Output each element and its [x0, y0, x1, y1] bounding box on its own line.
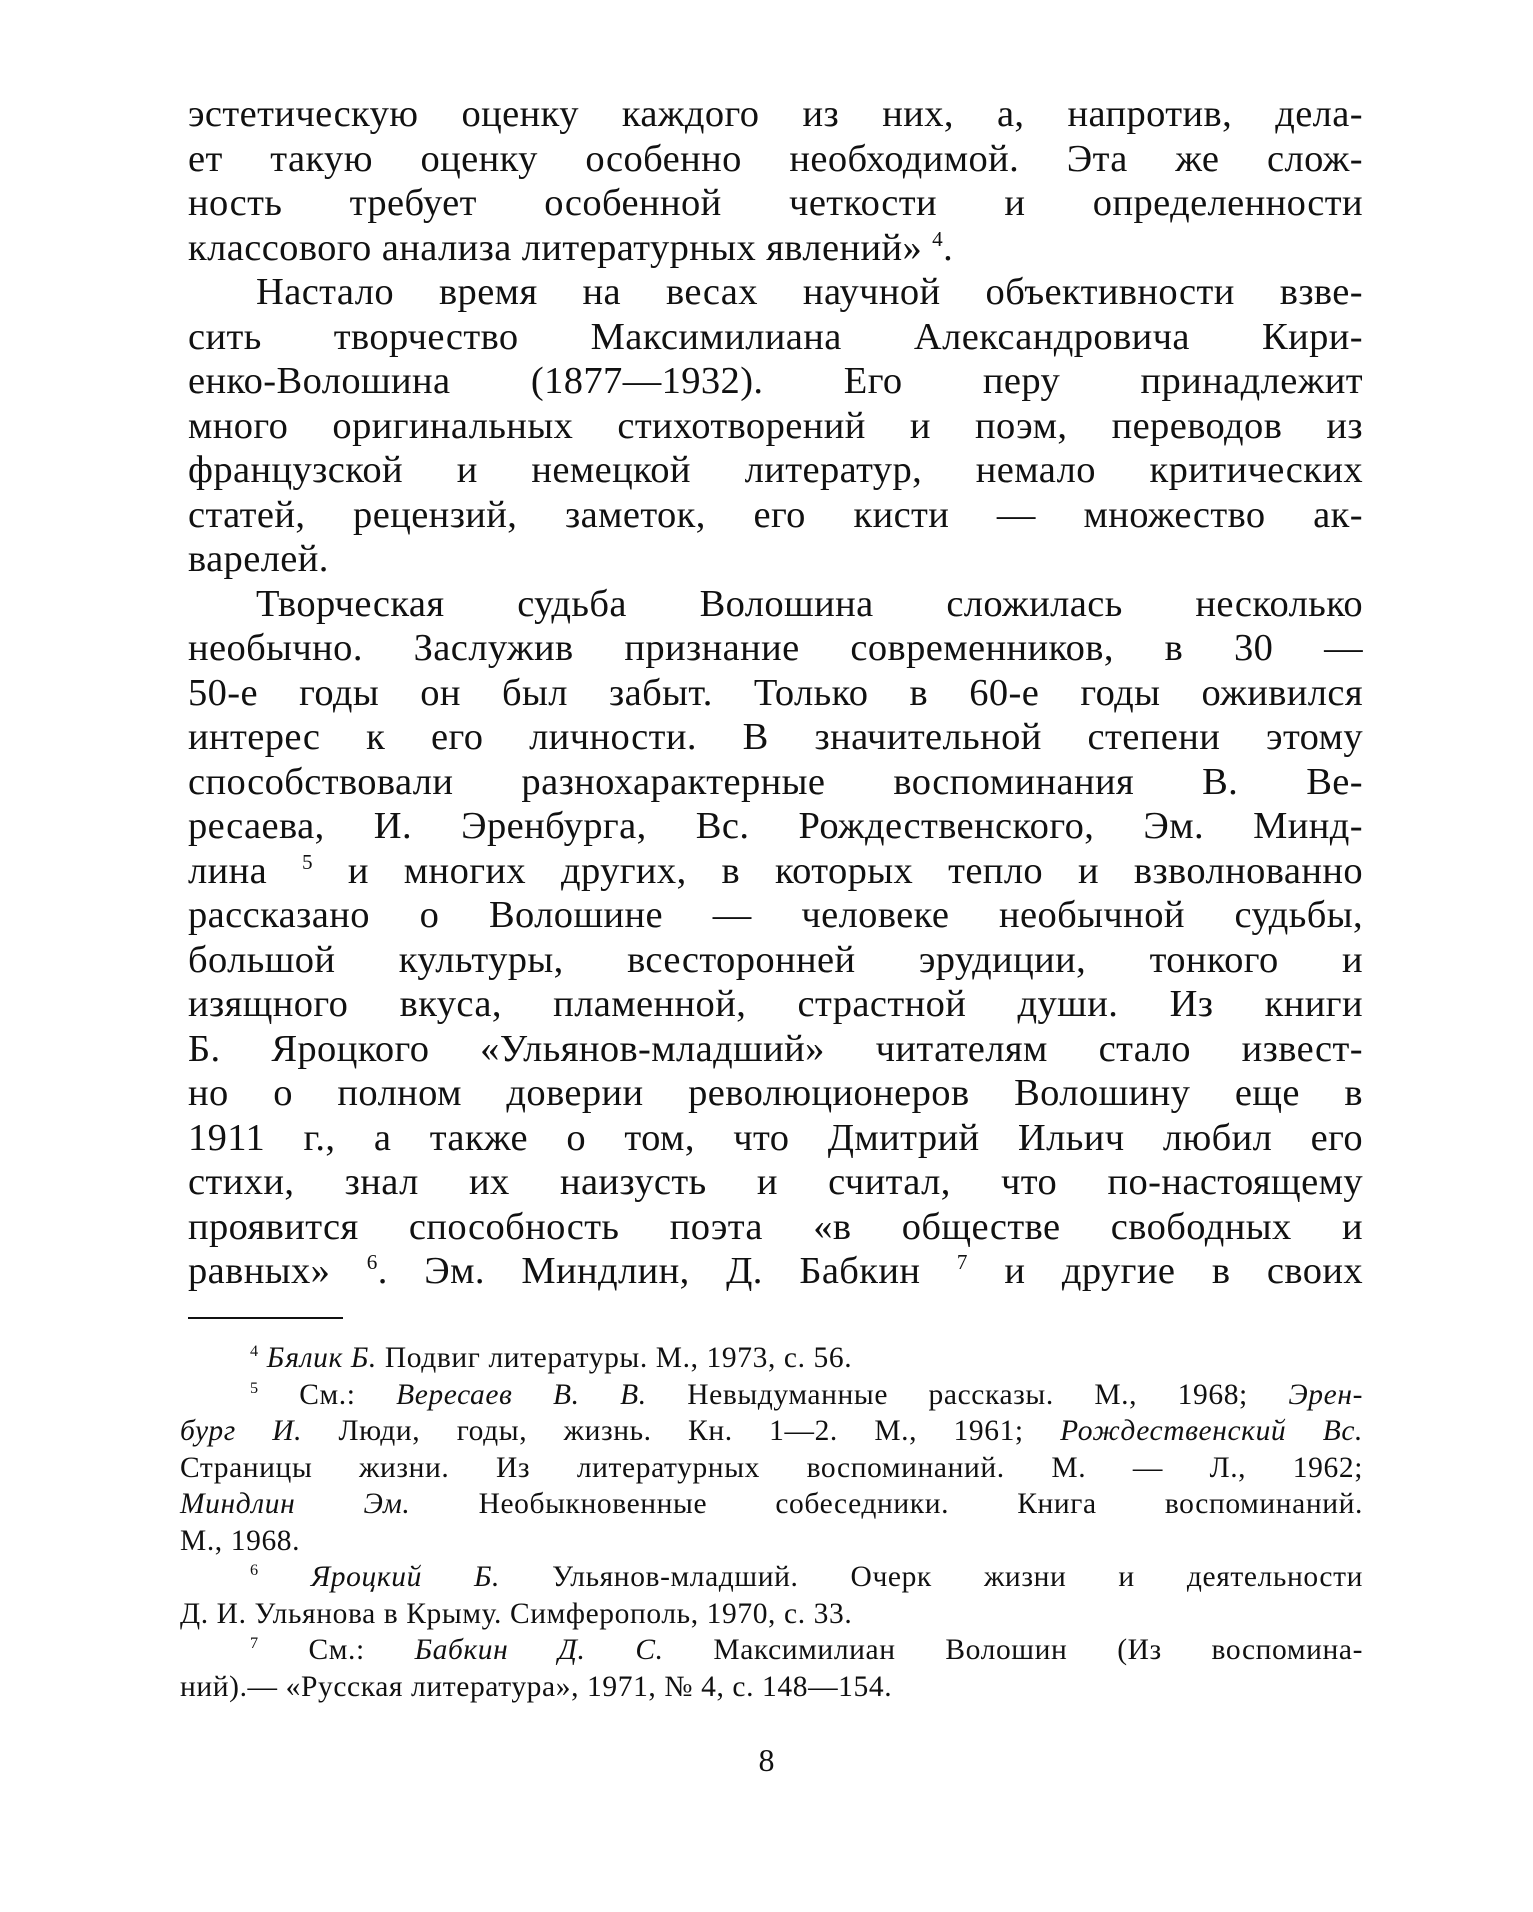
footnote-text: Необыкновенные собеседники. Книга воспоминаний. [410, 1488, 1363, 1520]
footnote-author: Яроцкий Б. [310, 1561, 501, 1593]
footnote-line [180, 1413, 1363, 1450]
text-segment: . [943, 226, 954, 269]
text-line: рассказано о Волошине — человеке необычной судьбы, [188, 894, 1363, 936]
footnote-ref: 6 [366, 1250, 378, 1275]
footnote-text: См.: [258, 1378, 397, 1411]
footnote-author: Вересаев В. В. [396, 1378, 647, 1411]
footnotes [180, 1340, 1363, 1705]
footnote-text: См.: [258, 1634, 415, 1666]
text-line: много оригинальных стихотворений и поэм, переводов из [188, 404, 1363, 447]
footnote-text: Ульянов-младший. Очерк жизни и деятельности [500, 1561, 1363, 1593]
paragraph-3 [188, 582, 1363, 1294]
footnote-5 [180, 1377, 1363, 1560]
text-line: ность требует особенной четкости и определенности [188, 182, 1363, 224]
main-text [188, 92, 1363, 1294]
text-line: стихи, знал их наизусть и считал, что по-настоящему [188, 1161, 1363, 1203]
footnote-author: бург И. [180, 1415, 303, 1447]
footnote-line [180, 1377, 1363, 1414]
text-segment: лина [188, 849, 268, 892]
text-line: французской и немецкой литератур, немало критических [188, 449, 1363, 491]
text-line: енко-Волошина (1877—1932). Его перу принадлежит [188, 360, 1363, 402]
text-line: необычно. Заслужив признание современников, в 30 — [188, 627, 1363, 669]
text-line: сить творчество Максимилиана Александровича Кири- [188, 315, 1363, 358]
footnote-author: Эрен- [1288, 1378, 1364, 1411]
footnote-number: 4 [250, 1342, 259, 1361]
footnote-6 [180, 1559, 1363, 1632]
text-line: статей, рецензий, заметок, его кисти — множество ак- [188, 493, 1363, 536]
footnote-number: 6 [250, 1561, 259, 1580]
footnote-separator [188, 1317, 343, 1319]
text-segment: и многих других, в которых тепло и взволнованно [313, 849, 1364, 892]
page-number: 8 [758, 1742, 775, 1778]
footnote-ref: 4 [932, 226, 944, 251]
text-line [188, 226, 1363, 271]
text-line: 50-е годы он был забыт. Только в 60-е годы оживился [188, 671, 1363, 714]
footnote-line: Д. И. Ульянова в Крыму. Симферополь, 1970, с. 33. [180, 1597, 853, 1630]
text-line: ресаева, И. Эренбурга, Вс. Рождественского, Эм. Минд- [188, 805, 1363, 847]
footnote-number: 5 [250, 1378, 259, 1397]
text-line: интерес к его личности. В значительной степени этому [188, 716, 1363, 758]
paragraph-2 [188, 270, 1363, 582]
footnote-author: Рождественский Вс. [1060, 1415, 1363, 1447]
text-line: способствовали разнохарактерные воспоминания В. Ве- [188, 760, 1363, 803]
footnote-4 [180, 1340, 1363, 1377]
footnote-7 [180, 1632, 1363, 1705]
footnote-author: Миндлин Эм. [180, 1488, 411, 1520]
text-segment: классового анализа литературных явлений» [188, 226, 923, 269]
footnote-author: Бабкин Д. С. [414, 1634, 664, 1666]
footnote-ref: 7 [956, 1250, 968, 1275]
text-line: проявится способность поэта «в обществе свободных и [188, 1205, 1363, 1248]
text-line [188, 1249, 1363, 1294]
text-line: большой культуры, всесторонней эрудиции, тонкого и [188, 938, 1363, 981]
footnote-line: Страницы жизни. Из литературных воспоминаний. М. — Л., 1962; [180, 1451, 1363, 1484]
text-segment: равных» [188, 1250, 331, 1292]
text-line: Творческая судьба Волошина сложилась несколько [256, 582, 1363, 625]
text-line: но о полном доверии революционеров Волошину еще в [188, 1072, 1363, 1114]
footnote-line [180, 1340, 1363, 1377]
footnote-text: Невыдуманные рассказы. М., 1968; [646, 1378, 1289, 1411]
footnote-text: Подвиг литературы. М., 1973, с. 56. [376, 1342, 853, 1374]
text-line: изящного вкуса, пламенной, страстной души. Из книги [188, 983, 1363, 1025]
footnote-line: ний).— «Русская литература», 1971, № 4, с. 148—154. [180, 1670, 893, 1703]
text-segment: . Эм. Миндлин, Д. Бабкин [377, 1250, 921, 1292]
text-line: Настало время на весах научной объективности взве- [256, 271, 1363, 313]
text-line: эстетическую оценку каждого из них, а, напротив, дела- [188, 93, 1363, 135]
text-line: варелей. [188, 538, 329, 580]
footnote-number: 7 [250, 1634, 259, 1653]
footnote-line [180, 1486, 1363, 1523]
text-line [188, 849, 1363, 894]
text-line: Б. Яроцкого «Ульянов-младший» читателям стало извест- [188, 1027, 1363, 1070]
footnote-line: М., 1968. [180, 1524, 301, 1557]
footnote-author: Бялик Б. [266, 1342, 377, 1374]
text-segment: и другие в своих [967, 1250, 1364, 1292]
text-line: 1911 г., а также о том, что Дмитрий Ильич любил его [188, 1116, 1363, 1159]
footnote-ref: 5 [302, 849, 313, 874]
footnote-text: Максимилиан Волошин (Из воспомина- [663, 1634, 1364, 1666]
footnote-text: Люди, годы, жизнь. Кн. 1—2. М., 1961; [302, 1415, 1061, 1447]
footnote-line [180, 1559, 1363, 1596]
paragraph-1 [188, 92, 1363, 270]
text-line: ет такую оценку особенно необходимой. Эта же слож- [188, 137, 1363, 180]
footnote-line [180, 1632, 1363, 1669]
